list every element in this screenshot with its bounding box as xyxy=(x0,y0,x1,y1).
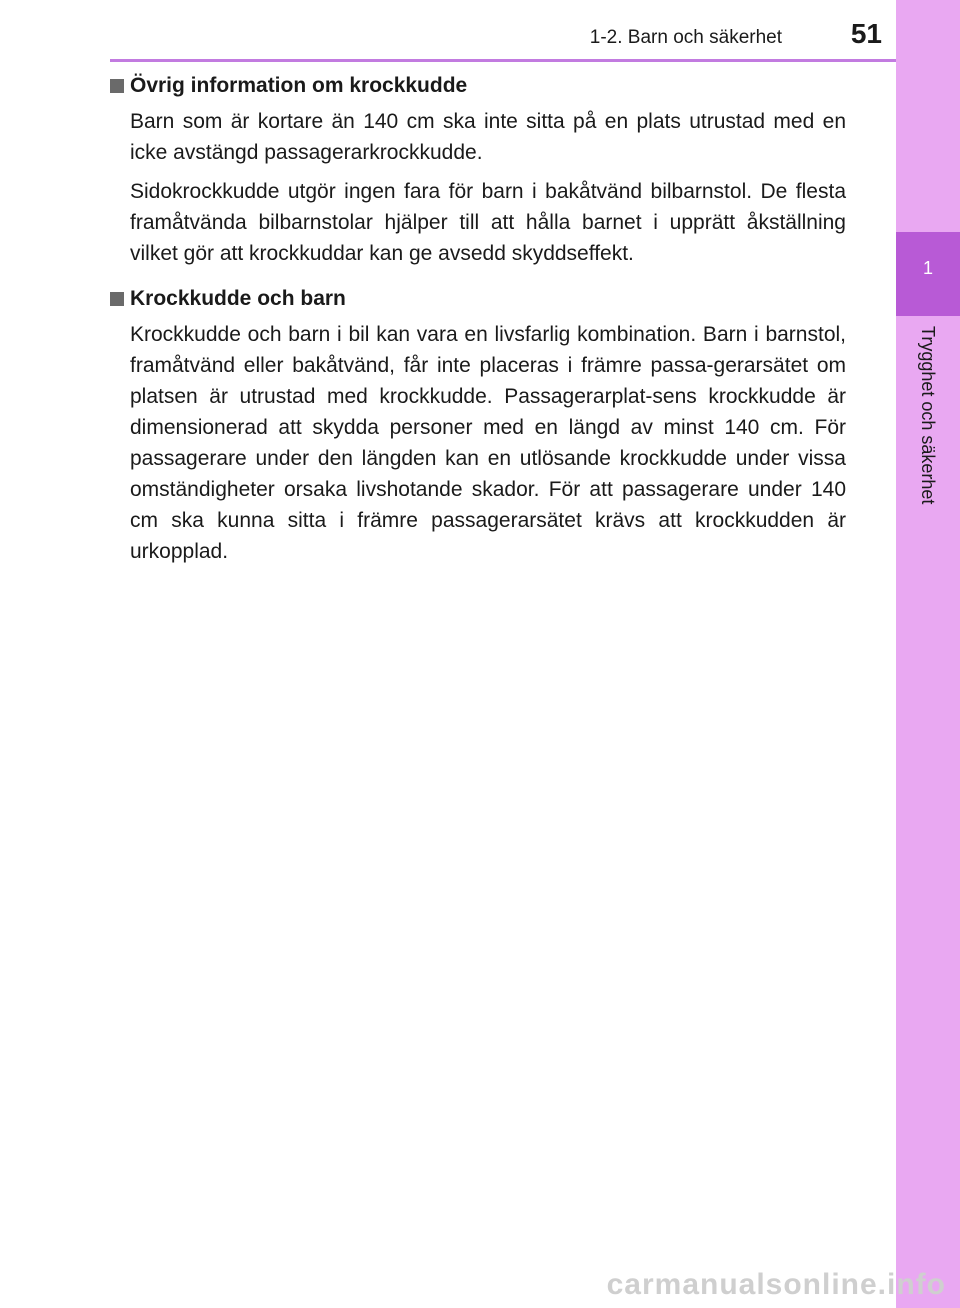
main-content xyxy=(110,70,846,581)
paragraph: Krockkudde och barn i bil kan vara en livsfarlig kombination. Barn i barnstol, framåtvänd eller bakåtvänd, får inte placeras i främre passa-gerarsätet om platsen är utrustad med krockkudde. Passagerarplat-sens krockkudde är dimensionerad att skydda personer med en längd av minst 140 cm. För passagerare under den längden kan en utlösande krockkudde under vissa omständigheter orsaka livshotande skador. För att passagerare under 140 cm ska kunna sitta i främre passagerarsätet krävs att krockkudden är urkopplad. xyxy=(130,323,846,563)
square-bullet-icon xyxy=(110,79,124,93)
square-bullet-icon xyxy=(110,292,124,306)
section-airbag-and-children xyxy=(110,283,846,567)
page-header xyxy=(0,0,896,60)
section-heading-text: Krockkudde och barn xyxy=(130,287,346,310)
watermark: carmanualsonline.info xyxy=(606,1268,946,1301)
section-title: 1-2. Barn och säkerhet xyxy=(589,27,782,48)
paragraph: Sidokrockkudde utgör ingen fara för barn i bakåtvänd bilbarnstol. De flesta framåtvända bilbarnstolar hjälper till att hålla barnet i upprätt åkställning vilket gör att krockkuddar kan ge avsedd skyddseffekt. xyxy=(130,180,846,265)
chapter-label: Trygghet och säkerhet xyxy=(918,326,938,505)
section-heading-text: Övrig information om krockkudde xyxy=(130,74,468,97)
chapter-number: 1 xyxy=(922,258,933,278)
section-heading xyxy=(110,283,846,315)
page-number: 51 xyxy=(850,18,882,49)
section-heading xyxy=(110,70,846,102)
chapter-tab xyxy=(896,0,960,1308)
header-divider xyxy=(110,59,896,62)
section-other-airbag-info xyxy=(110,70,846,269)
paragraph: Barn som är kortare än 140 cm ska inte sitta på en plats utrustad med en icke avstängd passagerarkrockkudde. xyxy=(130,110,846,164)
